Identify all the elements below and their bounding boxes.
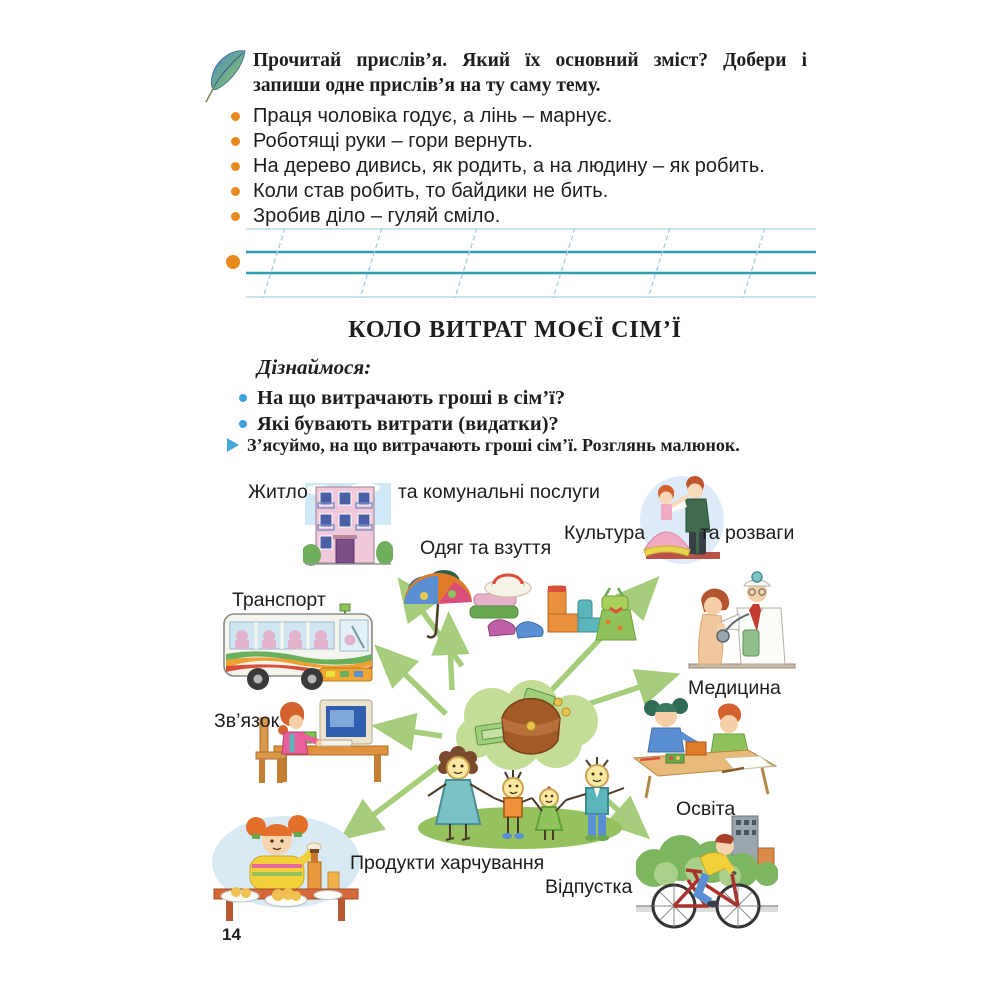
label-communication: Зв’язок xyxy=(214,710,280,732)
writing-bullet xyxy=(226,255,240,269)
bus-illustration xyxy=(220,598,378,694)
boy-on-bicycle-illustration xyxy=(636,810,778,937)
label-medicine: Медицина xyxy=(688,677,781,699)
proverb-list xyxy=(231,104,765,229)
label-culture: Культура xyxy=(564,522,646,544)
label-housing-suffix: та комунальні послуги xyxy=(398,481,600,503)
task-instruction: Прочитай прислів’я. Який їх основний зміст? Добери і запиши одне прислів’я на ту саму тему. xyxy=(253,50,807,96)
question-item: На що витрачають гроші в сім’ї? xyxy=(239,385,565,411)
children-studying-illustration xyxy=(626,696,784,802)
feather-quill-icon xyxy=(201,47,251,107)
activity-line: З’ясуймо, на що витрачають гроші сім’ї. Розглянь малюнок. xyxy=(227,435,740,456)
proverb-item: Роботящі руки – гори вернуть. xyxy=(231,129,765,154)
page-number: 14 xyxy=(222,925,241,944)
girl-eating-illustration xyxy=(208,810,366,927)
proverb-item: Зробив діло – гуляй сміло. xyxy=(231,204,765,229)
proverb-item: На дерево дивись, як родить, а на людину – як робить. xyxy=(231,154,765,179)
label-culture-suffix: та розваги xyxy=(700,522,795,544)
label-vacation: Відпустка xyxy=(545,876,633,898)
question-list xyxy=(239,385,565,437)
clothes-pile-illustration xyxy=(396,556,644,652)
girl-at-computer-illustration xyxy=(246,690,394,787)
section-heading: Дізнаймося: xyxy=(257,355,372,379)
label-food: Продукти харчування xyxy=(350,852,545,874)
apartment-building-illustration xyxy=(303,481,393,569)
doctor-examining-boy-illustration xyxy=(681,570,803,680)
writing-lines[interactable] xyxy=(224,220,820,304)
question-item: Які бувають витрати (видатки)? xyxy=(239,411,565,437)
page-title: КОЛО ВИТРАТ МОЄЇ СІМ’Ї xyxy=(348,317,682,343)
label-clothing: Одяг та взуття xyxy=(420,537,552,559)
family-wallet-illustration xyxy=(406,676,634,854)
arrow-bullet-icon xyxy=(227,438,239,452)
proverb-item: Коли став робить, то байдики не бить. xyxy=(231,179,765,204)
label-transport: Транспорт xyxy=(232,589,326,611)
label-housing: Житло xyxy=(248,481,308,503)
label-education: Освіта xyxy=(676,798,736,820)
proverb-item: Праця чоловіка годує, а лінь – марнує. xyxy=(231,104,765,129)
